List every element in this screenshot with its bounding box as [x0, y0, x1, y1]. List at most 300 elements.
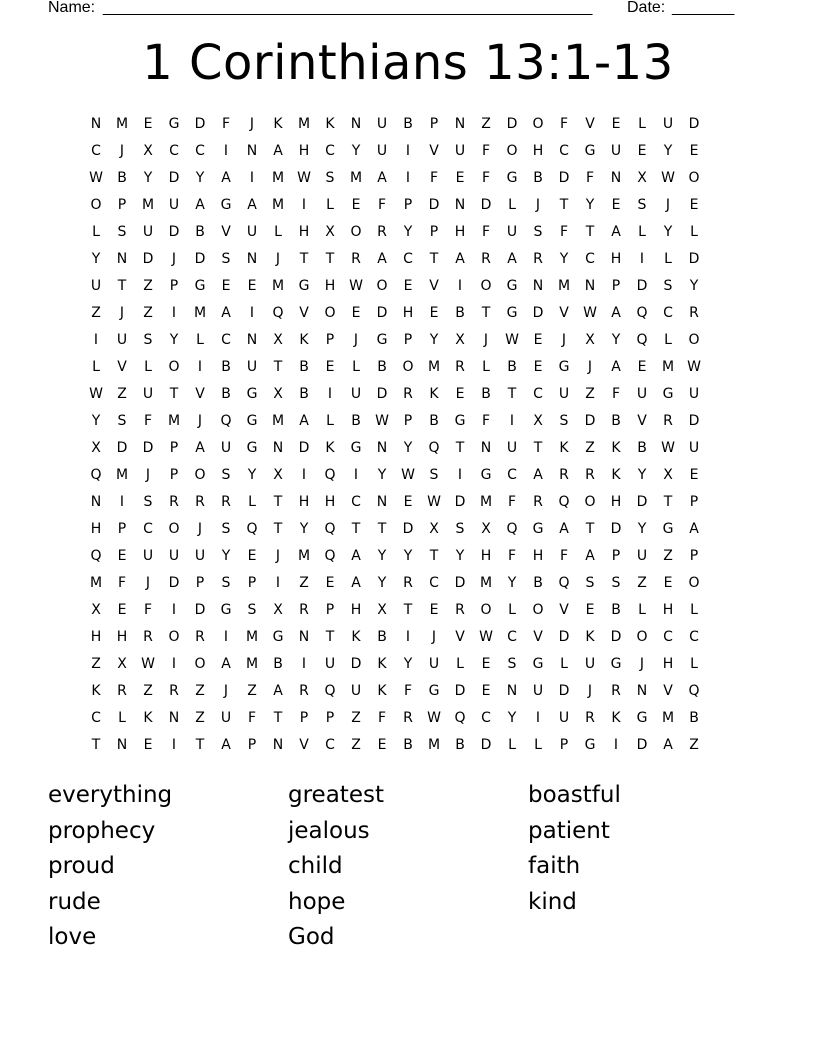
grid-letter: I: [405, 629, 411, 645]
grid-letter: L: [326, 413, 334, 429]
grid-letter: W: [479, 629, 493, 645]
grid-letter: C: [559, 143, 569, 159]
grid-letter: E: [611, 197, 621, 213]
grid-letter: G: [376, 332, 388, 348]
word-list: [48, 778, 768, 958]
grid-letter: K: [585, 629, 595, 645]
word-list-item: hope: [288, 888, 346, 915]
grid-letter: U: [194, 548, 206, 564]
grid-letter: L: [664, 332, 672, 348]
grid-letter: U: [90, 278, 102, 294]
grid-letter: I: [171, 305, 177, 321]
grid-letter: A: [195, 197, 205, 213]
grid-letter: A: [351, 548, 361, 564]
grid-letter: D: [688, 251, 700, 267]
grid-letter: R: [377, 224, 387, 240]
grid-letter: H: [662, 656, 674, 672]
grid-letter: D: [480, 197, 492, 213]
grid-letter: P: [403, 332, 413, 348]
grid-letter: J: [275, 548, 281, 564]
grid-letter: I: [171, 602, 177, 618]
grid-letter: S: [455, 521, 465, 537]
grid-letter: Z: [351, 737, 361, 753]
grid-letter: F: [481, 413, 491, 429]
grid-letter: E: [585, 602, 595, 618]
grid-letter: I: [353, 467, 359, 483]
grid-letter: E: [143, 116, 153, 132]
grid-letter: Q: [636, 305, 648, 321]
grid-letter: F: [117, 575, 127, 591]
grid-letter: U: [246, 359, 258, 375]
grid-letter: Y: [351, 143, 361, 159]
grid-letter: N: [454, 197, 466, 213]
grid-letter: E: [247, 548, 257, 564]
grid-letter: G: [246, 413, 258, 429]
grid-letter: D: [532, 305, 544, 321]
grid-letter: G: [662, 386, 674, 402]
grid-letter: I: [613, 737, 619, 753]
grid-letter: Z: [299, 575, 309, 591]
grid-letter: U: [168, 197, 180, 213]
grid-letter: U: [142, 386, 154, 402]
grid-letter: Z: [195, 683, 205, 699]
grid-letter: C: [221, 332, 231, 348]
grid-letter: C: [663, 629, 673, 645]
grid-row: [83, 732, 733, 759]
grid-letter: Y: [429, 332, 439, 348]
grid-row: [83, 516, 733, 543]
grid-letter: C: [325, 737, 335, 753]
grid-letter: S: [507, 656, 517, 672]
grid-letter: Z: [663, 548, 673, 564]
word-list-item: greatest: [288, 782, 384, 808]
grid-letter: J: [197, 413, 203, 429]
date-field-line: _______: [672, 0, 735, 16]
grid-letter: O: [402, 359, 414, 375]
grid-letter: Q: [90, 548, 102, 564]
grid-letter: U: [636, 548, 648, 564]
grid-letter: Y: [611, 332, 621, 348]
grid-letter: X: [663, 467, 673, 483]
grid-letter: P: [169, 278, 179, 294]
grid-letter: P: [247, 737, 257, 753]
grid-letter: E: [429, 305, 439, 321]
grid-letter: F: [377, 710, 387, 726]
grid-letter: T: [169, 386, 179, 402]
grid-letter: X: [533, 413, 543, 429]
grid-letter: I: [171, 656, 177, 672]
grid-letter: A: [611, 224, 621, 240]
grid-letter: D: [350, 656, 362, 672]
grid-letter: T: [429, 548, 439, 564]
grid-letter: H: [662, 602, 674, 618]
grid-letter: U: [168, 548, 180, 564]
grid-letter: G: [272, 629, 284, 645]
grid-letter: E: [637, 359, 647, 375]
grid-letter: I: [301, 467, 307, 483]
grid-letter: M: [349, 170, 363, 186]
grid-letter: S: [559, 413, 569, 429]
grid-letter: D: [584, 413, 596, 429]
grid-letter: L: [456, 656, 464, 672]
grid-letter: Z: [585, 386, 595, 402]
grid-letter: E: [533, 332, 543, 348]
grid-letter: A: [273, 683, 283, 699]
word-list-item: everything: [48, 782, 173, 808]
grid-letter: D: [480, 737, 492, 753]
grid-letter: G: [662, 521, 674, 537]
grid-letter: B: [455, 305, 465, 321]
grid-letter: F: [247, 710, 257, 726]
grid-letter: A: [585, 548, 595, 564]
grid-letter: B: [377, 629, 387, 645]
grid-letter: H: [116, 629, 128, 645]
grid-letter: J: [145, 467, 151, 483]
grid-letter: W: [583, 305, 597, 321]
grid-letter: D: [168, 575, 180, 591]
grid-letter: B: [481, 386, 491, 402]
grid-letter: F: [611, 386, 621, 402]
grid-letter: D: [610, 521, 622, 537]
grid-letter: T: [585, 224, 595, 240]
grid-row: [83, 651, 733, 678]
grid-letter: A: [221, 305, 231, 321]
grid-letter: F: [377, 197, 387, 213]
grid-letter: I: [275, 575, 281, 591]
grid-letter: X: [91, 602, 101, 618]
grid-letter: I: [509, 413, 515, 429]
grid-letter: S: [117, 224, 127, 240]
grid-letter: J: [197, 521, 203, 537]
grid-letter: U: [428, 656, 440, 672]
grid-letter: S: [221, 575, 231, 591]
grid-letter: A: [351, 575, 361, 591]
grid-letter: E: [403, 278, 413, 294]
grid-letter: G: [584, 143, 596, 159]
grid-letter: O: [376, 278, 388, 294]
grid-letter: N: [584, 278, 596, 294]
grid-letter: Y: [507, 575, 517, 591]
grid-letter: V: [195, 386, 205, 402]
word-list-item: kind: [528, 888, 577, 915]
grid-letter: B: [689, 710, 699, 726]
grid-letter: C: [195, 143, 205, 159]
grid-letter: B: [533, 170, 543, 186]
grid-letter: U: [142, 548, 154, 564]
grid-letter: M: [271, 278, 285, 294]
grid-letter: M: [661, 359, 675, 375]
grid-letter: G: [506, 278, 518, 294]
grid-letter: V: [299, 737, 309, 753]
grid-letter: E: [403, 494, 413, 510]
grid-letter: I: [301, 197, 307, 213]
grid-letter: H: [298, 224, 310, 240]
grid-letter: M: [479, 575, 493, 591]
grid-row: [83, 138, 733, 165]
grid-letter: U: [636, 386, 648, 402]
grid-letter: Y: [663, 224, 673, 240]
grid-letter: K: [273, 116, 283, 132]
grid-letter: X: [585, 332, 595, 348]
grid-letter: B: [637, 440, 647, 456]
grid-letter: A: [273, 143, 283, 159]
grid-letter: G: [246, 386, 258, 402]
grid-letter: F: [221, 116, 231, 132]
grid-letter: Z: [637, 575, 647, 591]
grid-letter: B: [273, 656, 283, 672]
grid-letter: E: [455, 170, 465, 186]
grid-letter: Y: [221, 548, 231, 564]
grid-letter: D: [688, 116, 700, 132]
grid-letter: T: [429, 251, 439, 267]
grid-letter: N: [90, 494, 102, 510]
grid-letter: I: [249, 170, 255, 186]
grid-letter: Y: [91, 251, 101, 267]
grid-letter: F: [481, 224, 491, 240]
grid-letter: L: [508, 737, 516, 753]
grid-row: [83, 246, 733, 273]
grid-letter: P: [689, 548, 699, 564]
grid-letter: A: [221, 656, 231, 672]
grid-letter: B: [611, 413, 621, 429]
grid-letter: D: [402, 521, 414, 537]
grid-letter: R: [403, 386, 413, 402]
grid-letter: H: [532, 548, 544, 564]
grid-letter: E: [481, 683, 491, 699]
grid-letter: E: [481, 656, 491, 672]
grid-letter: S: [429, 467, 439, 483]
grid-letter: O: [480, 602, 492, 618]
grid-letter: G: [636, 710, 648, 726]
grid-letter: T: [325, 629, 335, 645]
grid-letter: M: [661, 710, 675, 726]
grid-letter: J: [171, 251, 177, 267]
grid-letter: N: [246, 143, 258, 159]
name-label: Name:: [48, 0, 96, 16]
grid-letter: W: [375, 413, 389, 429]
grid-letter: F: [507, 494, 517, 510]
grid-letter: U: [558, 386, 570, 402]
grid-letter: U: [506, 440, 518, 456]
grid-letter: S: [533, 224, 543, 240]
grid-letter: L: [508, 602, 516, 618]
grid-letter: G: [610, 656, 622, 672]
grid-letter: N: [272, 440, 284, 456]
grid-letter: W: [89, 386, 103, 402]
grid-letter: U: [610, 143, 622, 159]
grid-letter: R: [533, 494, 543, 510]
grid-letter: Q: [246, 521, 258, 537]
grid-letter: I: [223, 143, 229, 159]
grid-letter: D: [454, 683, 466, 699]
grid-letter: X: [455, 332, 465, 348]
grid-letter: D: [636, 737, 648, 753]
grid-letter: L: [274, 224, 282, 240]
grid-letter: U: [324, 656, 336, 672]
grid-letter: G: [532, 521, 544, 537]
grid-letter: R: [117, 683, 127, 699]
grid-letter: A: [507, 251, 517, 267]
grid-letter: M: [557, 278, 571, 294]
grid-letter: N: [506, 683, 518, 699]
word-list-item: jealous: [288, 817, 370, 844]
grid-letter: T: [91, 737, 101, 753]
grid-letter: E: [637, 143, 647, 159]
grid-letter: Z: [351, 710, 361, 726]
grid-letter: B: [611, 602, 621, 618]
grid-letter: D: [376, 305, 388, 321]
grid-letter: Z: [195, 710, 205, 726]
grid-letter: X: [273, 386, 283, 402]
grid-letter: C: [689, 629, 699, 645]
grid-letter: D: [558, 629, 570, 645]
grid-letter: N: [454, 116, 466, 132]
grid-letter: R: [143, 629, 153, 645]
grid-letter: X: [143, 143, 153, 159]
grid-letter: I: [93, 332, 99, 348]
page-title: 1 Corinthians 13:1-13: [142, 35, 674, 91]
grid-letter: V: [585, 116, 595, 132]
grid-letter: D: [298, 440, 310, 456]
grid-letter: E: [377, 737, 387, 753]
grid-letter: F: [403, 683, 413, 699]
grid-letter: F: [143, 602, 153, 618]
grid-letter: C: [91, 143, 101, 159]
word-list-item: boastful: [528, 782, 621, 808]
grid-letter: D: [558, 170, 570, 186]
grid-letter: E: [351, 197, 361, 213]
grid-letter: L: [664, 251, 672, 267]
grid-letter: U: [220, 710, 232, 726]
grid-letter: J: [145, 575, 151, 591]
word-list-item: child: [288, 853, 343, 879]
grid-letter: O: [350, 224, 362, 240]
grid-letter: X: [637, 170, 647, 186]
grid-letter: K: [143, 710, 153, 726]
grid-letter: D: [636, 278, 648, 294]
grid-letter: Z: [91, 656, 101, 672]
grid-letter: L: [248, 494, 256, 510]
grid-letter: T: [273, 359, 283, 375]
grid-letter: C: [325, 143, 335, 159]
grid-letter: D: [142, 440, 154, 456]
grid-letter: V: [559, 305, 569, 321]
grid-letter: Q: [506, 521, 518, 537]
grid-letter: W: [505, 332, 519, 348]
grid-letter: Y: [377, 575, 387, 591]
grid-letter: Y: [247, 467, 257, 483]
grid-letter: H: [324, 494, 336, 510]
grid-letter: W: [661, 170, 675, 186]
grid-letter: U: [688, 440, 700, 456]
grid-row: [83, 354, 733, 381]
grid-letter: O: [168, 629, 180, 645]
grid-row: [83, 192, 733, 219]
grid-letter: K: [559, 440, 569, 456]
grid-letter: K: [351, 629, 361, 645]
grid-letter: Z: [117, 386, 127, 402]
grid-row: [83, 570, 733, 597]
grid-letter: G: [506, 305, 518, 321]
grid-letter: C: [481, 710, 491, 726]
grid-letter: P: [559, 737, 569, 753]
grid-letter: V: [299, 305, 309, 321]
grid-letter: Y: [507, 710, 517, 726]
grid-letter: X: [325, 224, 335, 240]
grid-letter: Y: [637, 521, 647, 537]
grid-row: [83, 381, 733, 408]
grid-letter: Z: [91, 305, 101, 321]
grid-letter: G: [298, 278, 310, 294]
grid-letter: S: [247, 602, 257, 618]
grid-letter: M: [141, 197, 155, 213]
grid-letter: E: [247, 278, 257, 294]
grid-letter: F: [481, 143, 491, 159]
grid-letter: D: [454, 575, 466, 591]
grid-letter: G: [480, 467, 492, 483]
grid-letter: M: [427, 359, 441, 375]
grid-letter: Y: [559, 251, 569, 267]
grid-letter: P: [429, 224, 439, 240]
grid-letter: K: [299, 332, 309, 348]
grid-letter: Y: [689, 278, 699, 294]
grid-row: [83, 462, 733, 489]
grid-letter: T: [559, 197, 569, 213]
grid-letter: R: [169, 494, 179, 510]
grid-letter: U: [142, 224, 154, 240]
grid-letter: R: [455, 602, 465, 618]
grid-letter: N: [168, 710, 180, 726]
grid-letter: X: [117, 656, 127, 672]
grid-letter: M: [479, 494, 493, 510]
grid-letter: Y: [195, 170, 205, 186]
grid-letter: D: [194, 116, 206, 132]
grid-letter: H: [532, 143, 544, 159]
grid-letter: L: [352, 359, 360, 375]
grid-letter: X: [273, 467, 283, 483]
grid-letter: N: [246, 251, 258, 267]
grid-row: [83, 408, 733, 435]
grid-letter: D: [142, 251, 154, 267]
grid-letter: G: [454, 413, 466, 429]
grid-letter: T: [273, 710, 283, 726]
grid-letter: G: [194, 278, 206, 294]
grid-letter: O: [480, 278, 492, 294]
grid-letter: T: [377, 521, 387, 537]
grid-row: [83, 678, 733, 705]
grid-letter: T: [507, 386, 517, 402]
grid-letter: I: [171, 737, 177, 753]
grid-letter: M: [427, 737, 441, 753]
grid-letter: L: [638, 602, 646, 618]
grid-letter: X: [429, 521, 439, 537]
grid-row: [83, 705, 733, 732]
grid-letter: P: [299, 710, 309, 726]
grid-letter: R: [403, 710, 413, 726]
grid-letter: U: [506, 224, 518, 240]
grid-letter: S: [663, 278, 673, 294]
grid-letter: H: [298, 494, 310, 510]
grid-letter: P: [403, 413, 413, 429]
grid-letter: Q: [324, 683, 336, 699]
grid-letter: N: [480, 440, 492, 456]
grid-letter: Y: [91, 413, 101, 429]
grid-letter: A: [221, 170, 231, 186]
grid-letter: H: [610, 251, 622, 267]
grid-letter: V: [429, 278, 439, 294]
grid-letter: J: [431, 629, 437, 645]
grid-letter: B: [429, 413, 439, 429]
